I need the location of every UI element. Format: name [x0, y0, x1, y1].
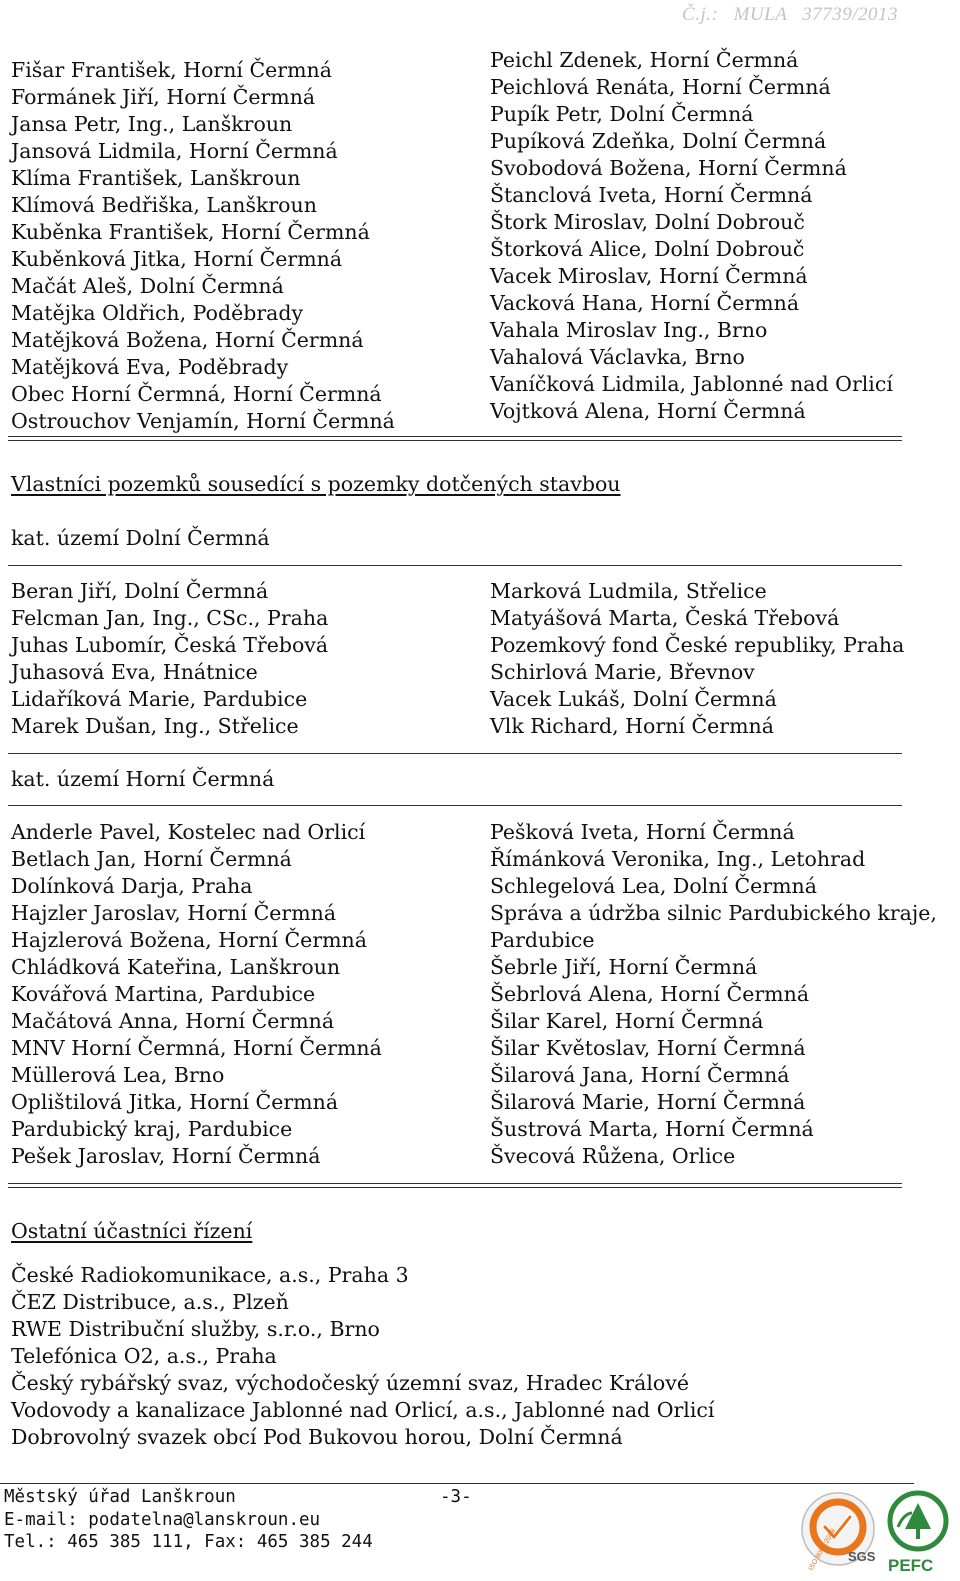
owner-entry: Matějková Božena, Horní Čermná: [11, 328, 364, 352]
owner-entry: Švecová Růžena, Orlice: [490, 1144, 736, 1168]
horni-owners-right: [490, 819, 937, 1170]
participant-entry: RWE Distribuční služby, s.r.o., Brno: [11, 1317, 380, 1341]
owner-entry: Anderle Pavel, Kostelec nad Orlicí: [11, 820, 366, 844]
owner-entry: Pešková Iveta, Horní Čermná: [490, 820, 795, 844]
owner-entry: Beran Jiří, Dolní Čermná: [11, 579, 269, 603]
owner-entry: Matyášová Marta, Česká Třebová: [490, 606, 840, 630]
owner-entry: Pardubický kraj, Pardubice: [11, 1117, 293, 1141]
owner-entry: Fišar František, Horní Čermná: [11, 58, 332, 82]
footer-phone: Tel.: 465 385 111, Fax: 465 385 244: [4, 1532, 373, 1552]
document-reference: [682, 4, 898, 26]
pefc-logo-text: PEFC: [888, 1556, 934, 1575]
owner-entry: Správa a údržba silnic Pardubického kraje,: [490, 901, 937, 925]
pefc-logo: [888, 1493, 946, 1575]
cadastral-area-horni: kat. území Horní Čermná: [11, 767, 275, 791]
owner-entry: Šilar Karel, Horní Čermná: [490, 1009, 764, 1033]
owner-entry: Oplištilová Jitka, Horní Čermná: [11, 1090, 339, 1114]
footer-contact: [4, 1486, 373, 1554]
owner-entry: Vacková Hana, Horní Čermná: [490, 291, 800, 315]
owner-entry: Svobodová Božena, Horní Čermná: [490, 156, 847, 180]
owner-entry: Peichl Zdenek, Horní Čermná: [490, 48, 799, 72]
owner-entry: Chládková Kateřina, Lanškroun: [11, 955, 341, 979]
owner-entry: Vacek Lukáš, Dolní Čermná: [490, 687, 777, 711]
owner-entry: Pardubice: [490, 928, 595, 952]
owner-entry: MNV Horní Čermná, Horní Čermná: [11, 1036, 382, 1060]
owner-entry: Mačátová Anna, Horní Čermná: [11, 1009, 335, 1033]
footer-divider: [0, 1483, 914, 1484]
owner-entry: Betlach Jan, Horní Čermná: [11, 847, 292, 871]
owner-entry: Marková Ludmila, Střelice: [490, 579, 767, 603]
owner-entry: Štork Miroslav, Dolní Dobrouč: [490, 210, 805, 234]
dolni-owners-right: [490, 578, 904, 740]
owner-entry: Juhasová Eva, Hnátnice: [11, 660, 258, 684]
participant-entry: ČEZ Distribuce, a.s., Plzeň: [11, 1290, 289, 1314]
owner-entry: Vlk Richard, Horní Čermná: [490, 714, 774, 738]
owner-entry: Vaníčková Lidmila, Jablonné nad Orlicí: [490, 372, 893, 396]
owner-entry: Obec Horní Čermná, Horní Čermná: [11, 382, 382, 406]
reference-label: Č.j.:: [682, 4, 719, 25]
owner-entry: Dolínková Darja, Praha: [11, 874, 253, 898]
section-divider: [8, 1183, 902, 1188]
owner-entry: Ostrouchov Venjamín, Horní Čermná: [11, 409, 395, 433]
owner-entry: Hajzler Jaroslav, Horní Čermná: [11, 901, 337, 925]
certification-logos-graphic: [800, 1487, 960, 1577]
owner-entry: Vahalová Václavka, Brno: [490, 345, 745, 369]
owner-entry: Jansová Lidmila, Horní Čermná: [11, 139, 338, 163]
owner-entry: Pupíková Zdeňka, Dolní Čermná: [490, 129, 827, 153]
owner-entry: Kovářová Martina, Pardubice: [11, 982, 316, 1006]
owner-entry: Peichlová Renáta, Horní Čermná: [490, 75, 831, 99]
owner-entry: Schlegelová Lea, Dolní Čermná: [490, 874, 817, 898]
owners-list-left: [11, 57, 395, 435]
owner-entry: Jansa Petr, Ing., Lanškroun: [11, 112, 293, 136]
owner-entry: Matějka Oldřich, Poděbrady: [11, 301, 304, 325]
owner-entry: Šustrová Marta, Horní Čermná: [490, 1117, 814, 1141]
footer-email: E-mail: podatelna@lanskroun.eu: [4, 1509, 321, 1530]
owner-entry: Šilarová Jana, Horní Čermná: [490, 1063, 790, 1087]
cadastral-area-dolni: kat. území Dolní Čermná: [11, 526, 270, 550]
footer-office: Městský úřad Lanškroun: [4, 1487, 236, 1507]
participant-entry: Vodovody a kanalizace Jablonné nad Orlicí, a.s., Jablonné nad Orlicí: [11, 1398, 715, 1422]
divider: [8, 805, 902, 806]
sgs-cert-text: ISO 9001:2008: [807, 1527, 838, 1572]
other-participants-heading: Ostatní účastníci řízení: [11, 1219, 253, 1243]
owner-entry: Pozemkový fond České republiky, Praha: [490, 633, 905, 657]
owner-entry: Klímová Bedřiška, Lanškroun: [11, 193, 317, 217]
owner-entry: Klíma František, Lanškroun: [11, 166, 301, 190]
owner-entry: Pešek Jaroslav, Horní Čermná: [11, 1144, 321, 1168]
owner-entry: Müllerová Lea, Brno: [11, 1063, 225, 1087]
owner-entry: Šebrle Jiří, Horní Čermná: [490, 955, 758, 979]
owner-entry: Marek Dušan, Ing., Střelice: [11, 714, 299, 738]
participant-entry: Dobrovolný svazek obcí Pod Bukovou horou, Dolní Čermná: [11, 1425, 623, 1449]
owner-entry: Hajzlerová Božena, Horní Čermná: [11, 928, 367, 952]
owner-entry: Lidaříková Marie, Pardubice: [11, 687, 308, 711]
reference-number: MULA 37739/2013: [733, 4, 898, 25]
page-number: -3-: [440, 1487, 472, 1507]
owner-entry: Vahala Miroslav Ing., Brno: [490, 318, 768, 342]
divider: [8, 753, 902, 754]
participant-entry: České Radiokomunikace, a.s., Praha 3: [11, 1263, 409, 1287]
owner-entry: Schirlová Marie, Břevnov: [490, 660, 755, 684]
owner-entry: Juhas Lubomír, Česká Třebová: [11, 633, 329, 657]
sgs-logo-text: SGS: [848, 1549, 876, 1564]
owner-entry: Šilarová Marie, Horní Čermná: [490, 1090, 806, 1114]
owner-entry: Vacek Miroslav, Horní Čermná: [490, 264, 808, 288]
neighbours-heading: Vlastníci pozemků sousedící s pozemky dotčených stavbou: [11, 472, 621, 496]
owner-entry: Vojtková Alena, Horní Čermná: [490, 399, 806, 423]
owner-entry: Kuběnková Jitka, Horní Čermná: [11, 247, 343, 271]
participant-entry: Telefónica O2, a.s., Praha: [11, 1344, 277, 1368]
divider: [8, 565, 902, 566]
owner-entry: Pupík Petr, Dolní Čermná: [490, 102, 754, 126]
owner-entry: Kuběnka František, Horní Čermná: [11, 220, 370, 244]
other-participants-list: [11, 1262, 714, 1451]
owner-entry: Římánková Veronika, Ing., Letohrad: [490, 847, 866, 871]
owner-entry: Felcman Jan, Ing., CSc., Praha: [11, 606, 329, 630]
certification-logos: [800, 1487, 960, 1577]
owner-entry: Mačát Aleš, Dolní Čermná: [11, 274, 284, 298]
dolni-owners-left: [11, 578, 328, 740]
owner-entry: Šilar Květoslav, Horní Čermná: [490, 1036, 806, 1060]
owner-entry: Štanclová Iveta, Horní Čermná: [490, 183, 813, 207]
sgs-certification-logo: [802, 1493, 876, 1572]
horni-owners-left: [11, 819, 382, 1170]
owner-entry: Štorková Alice, Dolní Dobrouč: [490, 237, 805, 261]
owners-list-right: [490, 47, 893, 425]
owner-entry: Formánek Jiří, Horní Čermná: [11, 85, 316, 109]
section-divider: [8, 436, 902, 441]
owner-entry: Šebrlová Alena, Horní Čermná: [490, 982, 810, 1006]
participant-entry: Český rybářský svaz, východočeský územní svaz, Hradec Králové: [11, 1371, 689, 1395]
owner-entry: Matějková Eva, Poděbrady: [11, 355, 289, 379]
